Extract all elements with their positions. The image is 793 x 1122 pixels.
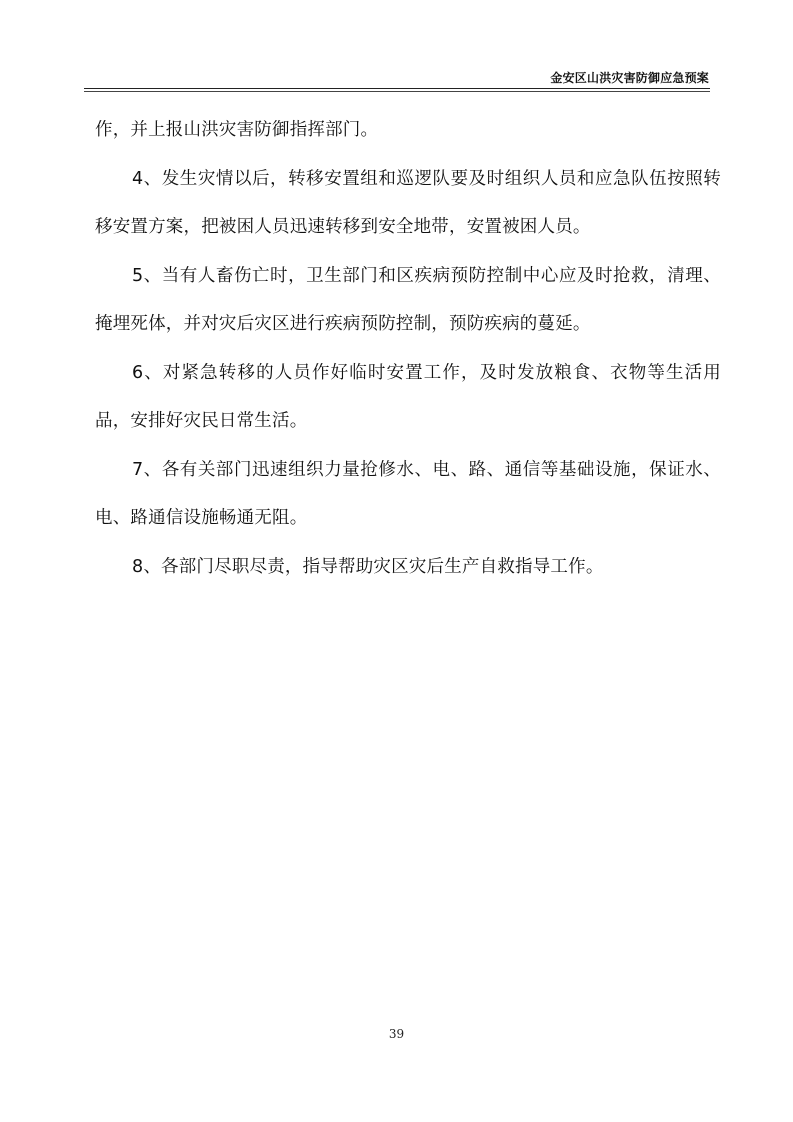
document-body (95, 106, 721, 591)
paragraph-item-4: 4、发生灾情以后，转移安置组和巡逻队要及时组织人员和应急队伍按照转移安置方案，把被困人员迅速转移到安全地带，安置被困人员。 (95, 168, 721, 237)
page-number: 39 (388, 1027, 405, 1041)
paragraph-item-7: 7、各有关部门迅速组织力量抢修水、电、路、通信等基础设施，保证水、电、路通信设施畅通无阻。 (95, 459, 721, 528)
paragraph-item-8: 8、各部门尽职尽责，指导帮助灾区灾后生产自救指导工作。 (132, 556, 604, 577)
paragraph-continuation: 作，并上报山洪灾害防御指挥部门。 (95, 120, 379, 140)
paragraph-item-5: 5、当有人畜伤亡时，卫生部门和区疾病预防控制中心应及时抢救，清理、掩埋死体，并对灾后灾区进行疾病预防控制，预防疾病的蔓延。 (95, 265, 721, 334)
header-rule-line (84, 88, 710, 89)
header-rule-line-secondary (84, 91, 710, 92)
paragraph-item-6: 6、对紧急转移的人员作好临时安置工作，及时发放粮食、衣物等生活用品，安排好灾民日常生活。 (95, 362, 721, 431)
running-header-title: 金安区山洪灾害防御应急预案 (550, 71, 709, 85)
